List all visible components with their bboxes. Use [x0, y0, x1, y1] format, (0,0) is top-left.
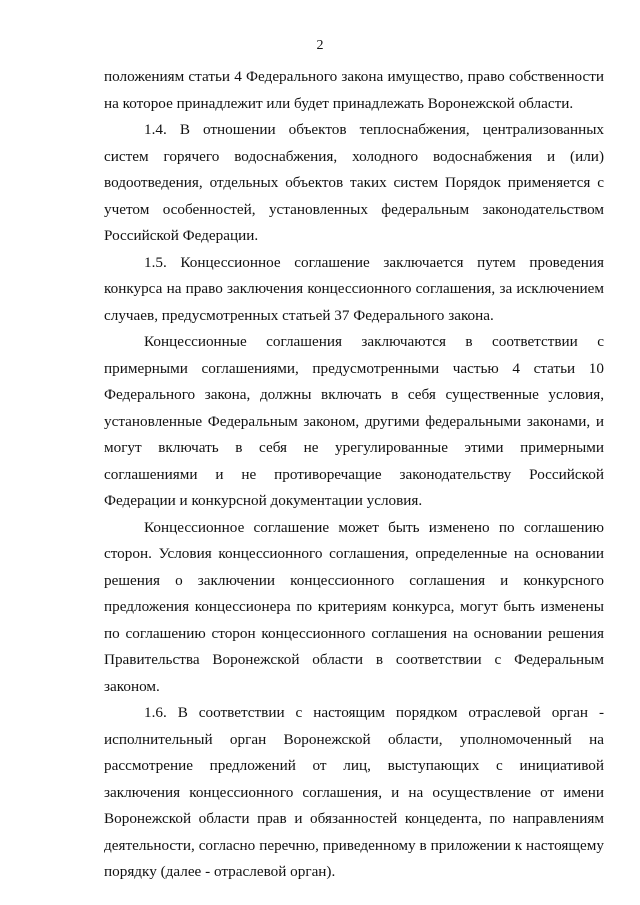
paragraph-concession-agreements: Концессионные соглашения заключаются в соответствии с примерными соглашениями, предусмотренными частью 4 статьи 10 Федерального закона, должны включать в себя существенные условия, установленные Федеральным законом, другими федеральными законами, и могут включать в себя не урегулированные этими примерными соглашениями и не противоречащие законодательству Российской Федерации и конкурсной документации условия. [104, 333, 604, 509]
page-number: 2 [316, 38, 324, 53]
paragraph-continuation: положениям статьи 4 Федерального закона имущество, право собственности на которое принадлежит или будет принадлежать Воронежской области. [104, 68, 604, 112]
paragraph-1-4: 1.4. В отношении объектов теплоснабжения, централизованных систем горячего водоснабжения, холодного водоснабжения и (или) водоотведения, отдельных объектов таких систем Порядок применяется с учетом особенностей, установленных федеральным законодательством Российской Федерации. [104, 121, 604, 244]
paragraph-1-6: 1.6. В соответствии с настоящим порядком отраслевой орган - исполнительный орган Воронежской области, уполномоченный на рассмотрение предложений от лиц, выступающих с инициативой заключения концессионного соглашения, и на осуществление от имени Воронежской области прав и обязанностей концедента, по направлениям деятельности, согласно перечню, приведенному в приложении к настоящему порядку (далее - отраслевой орган). [104, 704, 604, 880]
paragraph-1-5: 1.5. Концессионное соглашение заключается путем проведения конкурса на право заключения концессионного соглашения, за исключением случаев, предусмотренных статьей 37 Федерального закона. [104, 253, 604, 324]
paragraph-agreement-changes: Концессионное соглашение может быть изменено по соглашению сторон. Условия концессионного соглашения, определенные на основании решения о заключении концессионного соглашения и конкурсного предложения концессионера по критериям конкурса, могут быть изменены по соглашению сторон концессионного соглашения на основании решения Правительства Воронежской области в соответствии с Федеральным законом. [104, 518, 604, 695]
document-body [104, 64, 604, 886]
